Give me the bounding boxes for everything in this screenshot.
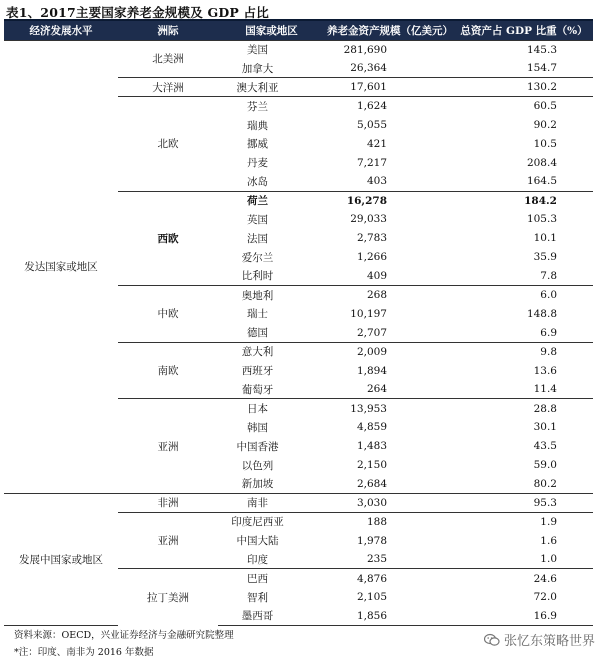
country-cell: 中国大陆: [236, 535, 279, 548]
country-cell: 爱尔兰: [241, 251, 274, 264]
header-cell: 洲际: [118, 20, 218, 40]
country-cell: 巴西: [218, 569, 325, 588]
country-cell: 墨西哥: [218, 607, 325, 626]
wechat-icon: [484, 633, 500, 647]
assets-cell: 5,055: [356, 119, 387, 131]
gdp-ratio-cell: 154.7: [526, 62, 557, 75]
gdp-ratio-cell: 59.0: [533, 459, 557, 472]
assets-cell: 13,953: [325, 399, 455, 418]
header-cell: 总资产占 GDP 比重（%）: [455, 20, 593, 40]
country-cell: 中国香港: [236, 440, 279, 453]
table-body: [4, 40, 593, 626]
assets-cell: 2,105: [356, 591, 387, 604]
gdp-ratio-cell: 105.3: [526, 213, 557, 226]
gdp-ratio-cell: 164.5: [526, 175, 557, 188]
country-cell: 瑞典: [247, 119, 268, 132]
gdp-ratio-cell: 95.3: [455, 493, 593, 512]
region-cell: 发达国家或地区: [4, 40, 118, 493]
gdp-ratio-cell: 11.4: [533, 383, 557, 396]
gdp-ratio-cell: 80.2: [533, 477, 557, 490]
assets-cell: 29,033: [350, 213, 387, 226]
country-cell: 丹麦: [247, 157, 268, 170]
assets-cell: 2,783: [356, 232, 387, 245]
country-cell: 美国: [218, 40, 325, 59]
assets-cell: 1,624: [325, 97, 455, 116]
country-cell: 芬兰: [218, 97, 325, 116]
continent-cell: 中欧: [118, 286, 218, 343]
assets-cell: 1,894: [356, 364, 387, 377]
assets-cell: 4,876: [325, 569, 455, 588]
gdp-ratio-cell: 1.9: [455, 512, 593, 531]
assets-cell: 10,197: [350, 307, 387, 320]
gdp-ratio-cell: 1.6: [540, 534, 557, 547]
gdp-ratio-cell: 6.9: [540, 326, 557, 339]
country-cell: 意大利: [218, 342, 325, 361]
country-cell: 日本: [218, 399, 325, 418]
assets-cell: 281,690: [325, 40, 455, 59]
country-cell: 法国: [247, 232, 268, 245]
assets-cell: 2,009: [325, 342, 455, 361]
country-cell: 瑞士: [247, 308, 268, 321]
continent-cell: 拉丁美洲: [118, 569, 218, 626]
country-cell: 比利时: [241, 270, 274, 283]
assets-cell: 16,278: [325, 191, 455, 210]
assets-cell: 2,150: [356, 459, 387, 472]
assets-cell: 268: [325, 286, 455, 305]
assets-cell: 264: [366, 383, 387, 396]
gdp-ratio-cell: 1.0: [540, 553, 557, 566]
country-cell: 智利: [247, 591, 268, 604]
continent-cell: 北美洲: [118, 40, 218, 78]
table-title: 表1、2017主要国家养老金规模及 GDP 占比: [6, 5, 269, 20]
assets-cell: 2,684: [356, 477, 387, 490]
assets-cell: 403: [366, 175, 387, 188]
assets-cell: 409: [366, 269, 387, 282]
footnote: *注：印度、南非为 2016 年数据: [14, 647, 154, 658]
assets-cell: 1,266: [356, 251, 387, 264]
country-cell: 韩国: [247, 421, 268, 434]
gdp-ratio-cell: 130.2: [455, 78, 593, 97]
gdp-ratio-cell: 10.1: [533, 232, 557, 245]
gdp-ratio-cell: 7.8: [540, 269, 557, 282]
header-cell: 养老金资产规模（亿美元）: [325, 20, 455, 40]
source-note: 资料来源：OECD，兴业证券经济与金融研究院整理: [14, 630, 234, 641]
country-cell: 南非: [218, 493, 325, 512]
gdp-ratio-cell: 30.1: [533, 421, 557, 434]
gdp-ratio-cell: 13.6: [533, 364, 557, 377]
country-cell: 挪威: [247, 138, 268, 151]
gdp-ratio-cell: 60.5: [455, 97, 593, 116]
continent-cell: 亚洲: [118, 399, 218, 493]
assets-cell: 2,707: [356, 326, 387, 339]
country-cell: 以色列: [241, 459, 274, 472]
table-row: [4, 40, 593, 59]
watermark-text: 张忆东策略世界: [503, 634, 595, 649]
header-row: [4, 20, 593, 40]
assets-cell: 1,483: [356, 440, 387, 453]
gdp-ratio-cell: 9.8: [455, 342, 593, 361]
country-cell: 新加坡: [241, 478, 274, 491]
gdp-ratio-cell: 28.8: [455, 399, 593, 418]
header-cell: 国家或地区: [218, 20, 325, 40]
country-cell: 荷兰: [218, 191, 325, 210]
gdp-ratio-cell: 72.0: [533, 591, 557, 604]
country-cell: 印度: [247, 553, 268, 566]
continent-cell: 大洋洲: [118, 78, 218, 97]
table-row: [4, 493, 593, 512]
gdp-ratio-cell: 6.0: [455, 286, 593, 305]
region-cell: 发展中国家或地区: [4, 493, 118, 625]
country-cell: 澳大利亚: [218, 78, 325, 97]
assets-cell: 235: [366, 553, 387, 566]
country-cell: 西班牙: [241, 365, 274, 378]
assets-cell: 421: [366, 137, 387, 150]
country-cell: 英国: [247, 213, 268, 226]
country-cell: 葡萄牙: [241, 383, 274, 396]
country-cell: 冰岛: [247, 175, 268, 188]
assets-cell: 7,217: [356, 156, 387, 169]
continent-cell: 南欧: [118, 342, 218, 399]
gdp-ratio-cell: 184.2: [455, 191, 593, 210]
assets-cell: 1,856: [325, 607, 455, 626]
continent-cell: 北欧: [118, 97, 218, 191]
gdp-ratio-cell: 145.3: [455, 40, 593, 59]
gdp-ratio-cell: 43.5: [533, 440, 557, 453]
header-cell: 经济发展水平: [4, 20, 118, 40]
gdp-ratio-cell: 35.9: [533, 251, 557, 264]
gdp-ratio-cell: 16.9: [455, 607, 593, 626]
gdp-ratio-cell: 24.6: [455, 569, 593, 588]
gdp-ratio-cell: 148.8: [526, 307, 557, 320]
country-cell: 印度尼西亚: [218, 512, 325, 531]
country-cell: 德国: [247, 327, 268, 340]
country-cell: 奥地利: [218, 286, 325, 305]
gdp-ratio-cell: 10.5: [533, 137, 557, 150]
assets-cell: 3,030: [325, 493, 455, 512]
continent-cell: 非洲: [118, 493, 218, 512]
assets-cell: 188: [325, 512, 455, 531]
watermark: [484, 630, 595, 649]
gdp-ratio-cell: 208.4: [526, 156, 557, 169]
assets-cell: 1,978: [356, 534, 387, 547]
assets-cell: 26,364: [350, 62, 387, 75]
assets-cell: 4,859: [356, 421, 387, 434]
country-cell: 加拿大: [241, 62, 274, 75]
pension-table: [4, 19, 593, 626]
assets-cell: 17,601: [325, 78, 455, 97]
continent-cell: 西欧: [118, 191, 218, 285]
gdp-ratio-cell: 90.2: [533, 119, 557, 131]
continent-cell: 亚洲: [118, 512, 218, 569]
